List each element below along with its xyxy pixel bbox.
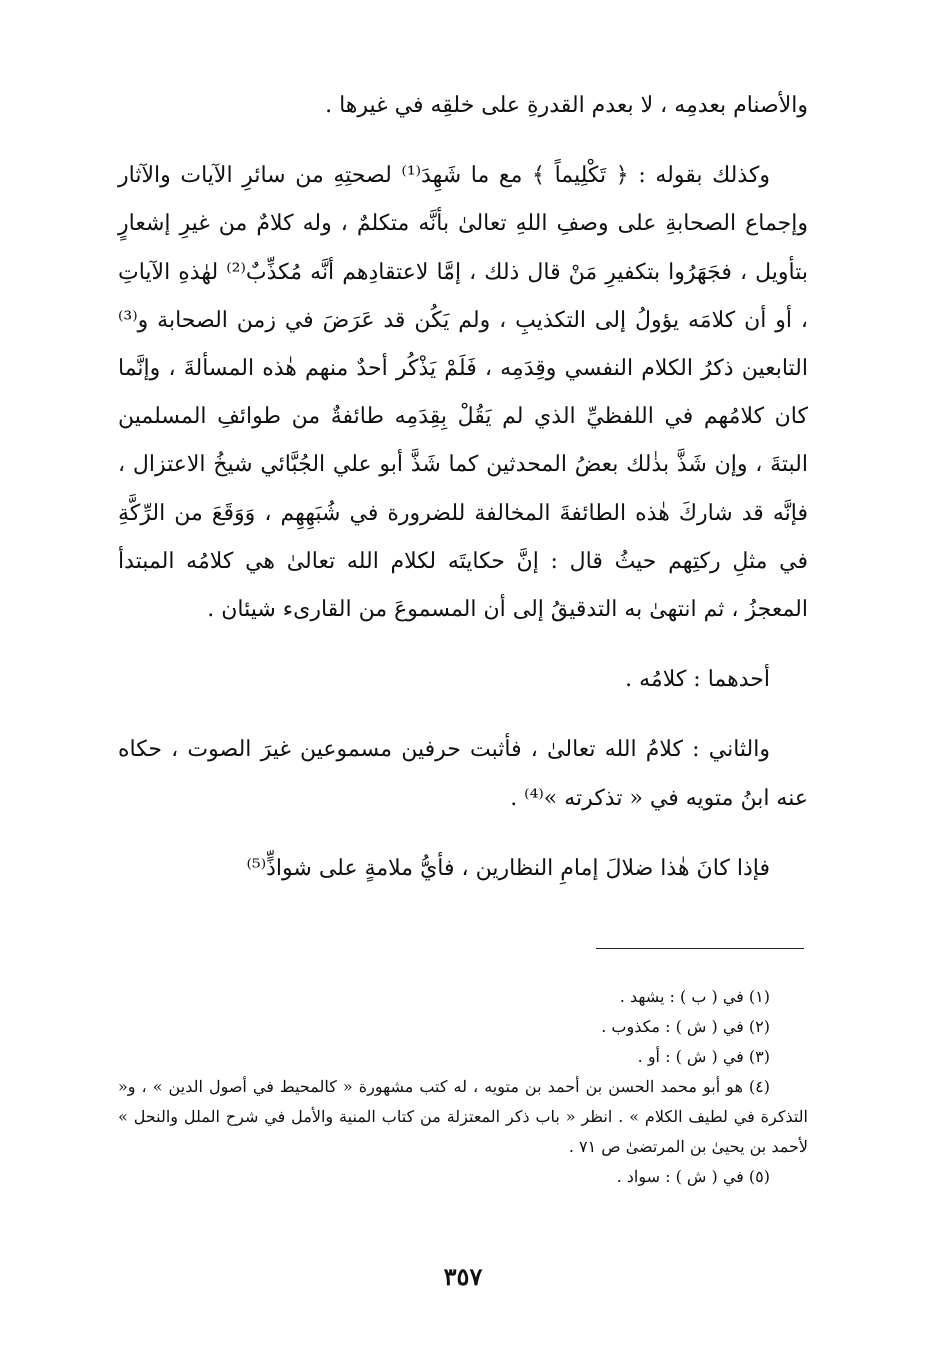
main-text [118, 82, 808, 893]
footnotes [118, 982, 808, 1192]
footnote-3: (٣) في ( ش ) : أو . [637, 1047, 770, 1066]
paragraph-5: فإذا كانَ هٰذا ضلالَ إمامِ النظارين ، فأيُّ ملامةٍ على شواذٍّ⁽⁵⁾ [246, 855, 770, 881]
paragraph-gap [118, 634, 808, 656]
footnote-divider [596, 948, 804, 949]
paragraph-gap [118, 823, 808, 845]
footnote-1: (١) في ( ب ) : يشهد . [619, 987, 770, 1006]
paragraph-gap [118, 130, 808, 152]
page-number: ٣٥٧ [443, 1262, 483, 1291]
paragraph-gap [118, 704, 808, 726]
paragraph-3: أحدهما : كلامُه . [625, 667, 770, 693]
paragraph-4: والثاني : كلامُ الله تعالىٰ ، فأثبت حرفين مسموعين غيرَ الصوت ، حكاه عنه ابنُ متويه في « تذكرته »⁽⁴⁾ . [118, 737, 808, 811]
footnote-2: (٢) في ( ش ) : مكذوب . [601, 1017, 770, 1036]
paragraph-1: والأصنام بعدمِه ، لا بعدم القدرةِ على خلقِه في غيرها . [325, 93, 808, 118]
footnote-4: (٤) هو أبو محمد الحسن بن أحمد بن متويه ، له كتب مشهورة « كالمحيط في أصول الدين » ، و« التذكرة في لطيف الكلام » . انظر « باب ذكر المعتزلة من كتاب المنية والأمل في شرح الملل والنحل » لأحمد بن يحيىٰ بن المرتضىٰ ص ٧١ . [118, 1077, 808, 1156]
footnote-5: (٥) في ( ش ) : سواد . [616, 1167, 770, 1186]
paragraph-2: وكذلك بقوله : ﴿ تَكْلِيماً ﴾ مع ما شَهِدَ⁽¹⁾ لصحتِهِ من سائرِ الآيات والآثار وإجماع الصحابةِ على وصفِ اللهِ تعالىٰ بأنَّه متكلمٌ ، وله كلامٌ من غيرِ إشعارٍ بتأويل ، فجَهَرُوا بتكفيرِ مَنْ قال ذلك ، إمَّا لاعتقادِهم أنَّه مُكذِّبٌ⁽²⁾ لهٰذهِ الآياتِ ، أو أن كلامَه يؤولُ إلى التكذيبِ ، ولم يَكُن قد عَرَضَ في زمن الصحابة و⁽³⁾التابعين ذكرُ الكلام النفسي وقِدَمِه ، فَلَمْ يَذْكُر أحدٌ منهم هٰذه المسألةَ ، وإنَّما كان كلامُهم في اللفظيِّ الذي لم يَقُلْ بِقِدَمِه طائفةٌ من طوائفِ المسلمين البتةَ ، وإن شَذَّ بذٰلك بعضُ المحدثين كما شَذَّ أبو علي الجُبَّائي شيخُ الاعتزال ، فإنَّه قد شاركَ هٰذه الطائفةَ المخالفة للضرورة في شُبَهِهِم ، وَوَقَعَ من الرِّكَّةِ في مثلِ ركتِهم حيثُ قال : إنَّ حكايتَه لكلام الله تعالىٰ هي كلامُه المبتدأ المعجزُ ، ثم انتهىٰ به التدقيقُ إلى أن المسموعَ من القارىء شيئان . [118, 163, 808, 623]
